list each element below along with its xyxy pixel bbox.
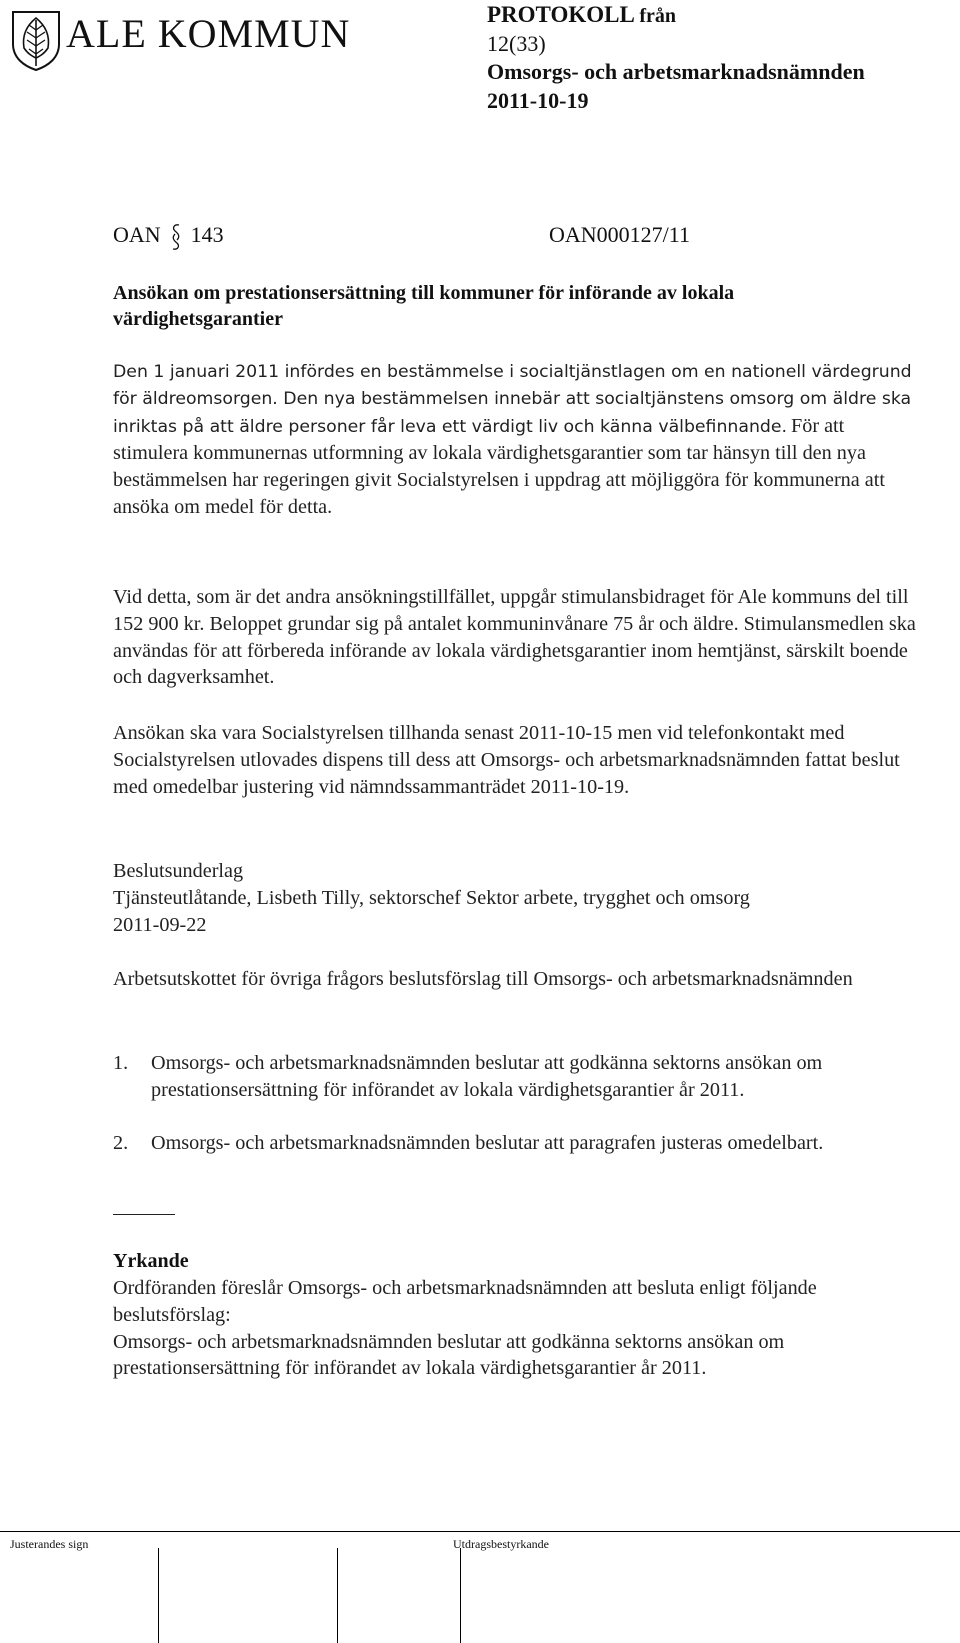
list-item: [113, 1130, 918, 1157]
list-item-number: 1.: [113, 1052, 129, 1074]
decision-basis-line: Tjänsteutlåtande, Lisbeth Tilly, sektorschef Sektor arbete, trygghet och omsorg: [113, 886, 750, 909]
deadline-paragraph: Ansökan ska vara Socialstyrelsen tillhanda senast 2011-10-15 men vid telefonkontakt med Socialstyrelsen utlovades dispens till dess att Omsorgs- och arbetsmarknadsnämnden fattat beslut med omedelbar justering vid nämndssammanträdet 2011-10-19.: [113, 722, 900, 798]
certification-label: Utdragsbestyrkande: [453, 1537, 549, 1551]
case-number: OAN000127/11: [549, 222, 690, 247]
list-item-text: Omsorgs- och arbetsmarknadsnämnden beslutar att godkänna sektorns ansökan om prestationsersättning för införandet av lokala värdighetsgarantier år 2011.: [151, 1052, 823, 1101]
committee-name: Omsorgs- och arbetsmarknadsnämnden: [487, 59, 865, 85]
decision-basis-heading: Beslutsunderlag: [113, 860, 244, 882]
background-paragraph: [113, 359, 918, 521]
protocol-label: PROTOKOLL: [487, 2, 634, 27]
signature-label: Justerandes sign: [10, 1537, 89, 1551]
yrkande-line: Ordföranden föreslår Omsorgs- och arbetsmarknadsnämnden att besluta enligt följande beslutsförslag:: [113, 1277, 817, 1326]
grant-paragraph: Vid detta, som är det andra ansökningstillfället, uppgår stimulansbidraget för Ale kommuns del till 152 900 kr. Beloppet grundar sig på antalet kommuninvånare 75 år och äldre. Stimulansmedlen ska användas för att förbereda införande av lokala värdighetsgarantier inom hemtjänst, särskilt boende och dagverksamhet.: [113, 586, 916, 689]
yrkande-text: [113, 1275, 918, 1382]
signature-box-divider: [337, 1548, 338, 1643]
paragraph-prefix: OAN: [113, 222, 161, 248]
footer-divider: [0, 1531, 960, 1532]
document-title: Ansökan om prestationsersättning till kommuner för införande av lokala värdighetsgarantier: [113, 282, 735, 330]
decision-basis: [113, 858, 918, 938]
protocol-title: [487, 0, 865, 30]
decision-list: [113, 1050, 918, 1156]
divider: [113, 1214, 175, 1215]
decision-basis-date: 2011-09-22: [113, 913, 207, 936]
yrkande-proposal: Omsorgs- och arbetsmarknadsnämnden beslutar att godkänna sektorns ansökan om prestationsersättning för införandet av lokala värdighetsgarantier år 2011.: [113, 1330, 785, 1380]
meeting-date: 2011-10-19: [487, 88, 589, 114]
list-item-text: Omsorgs- och arbetsmarknadsnämnden beslutar att paragrafen justeras omedelbart.: [151, 1131, 824, 1154]
background-text-sans: Den 1 januari 2011 infördes en bestämmelse i socialtjänstlagen om en nationell värdegrund för äldreomsorgen. Den nya bestämmelsen innebär att socialtjänstens omsorg om äldre ska inriktas på att äldre personer får leva ett värdigt liv och känna välbefinnande.: [113, 362, 912, 437]
paragraph-number: 143: [190, 222, 224, 248]
kommun-name: ALE KOMMUN: [66, 11, 351, 56]
section-sign-icon: [169, 222, 183, 252]
protocol-header: [487, 0, 865, 116]
protocol-suffix: från: [639, 5, 676, 27]
signature-box-divider: [460, 1548, 461, 1643]
signature-box-divider: [158, 1548, 159, 1643]
list-item-number: 2.: [113, 1131, 129, 1154]
ale-kommun-logo-icon: [10, 8, 62, 72]
paragraph-reference: [113, 222, 224, 252]
page-number: 12(33): [487, 30, 546, 56]
background-text-serif: För att stimulera kommunernas utformning av lokala värdighetsgarantier som tar hänsyn till den nya bestämmelsen har regeringen givit Socialstyrelsen i uppdrag att möjliggöra för kommunerna att ansöka om medel för detta.: [113, 414, 885, 518]
list-item: [113, 1050, 918, 1104]
committee-proposal-heading: Arbetsutskottet för övriga frågors beslutsförslag till Omsorgs- och arbetsmarknadsnämnden: [113, 968, 853, 990]
yrkande-heading: Yrkande: [113, 1250, 189, 1272]
